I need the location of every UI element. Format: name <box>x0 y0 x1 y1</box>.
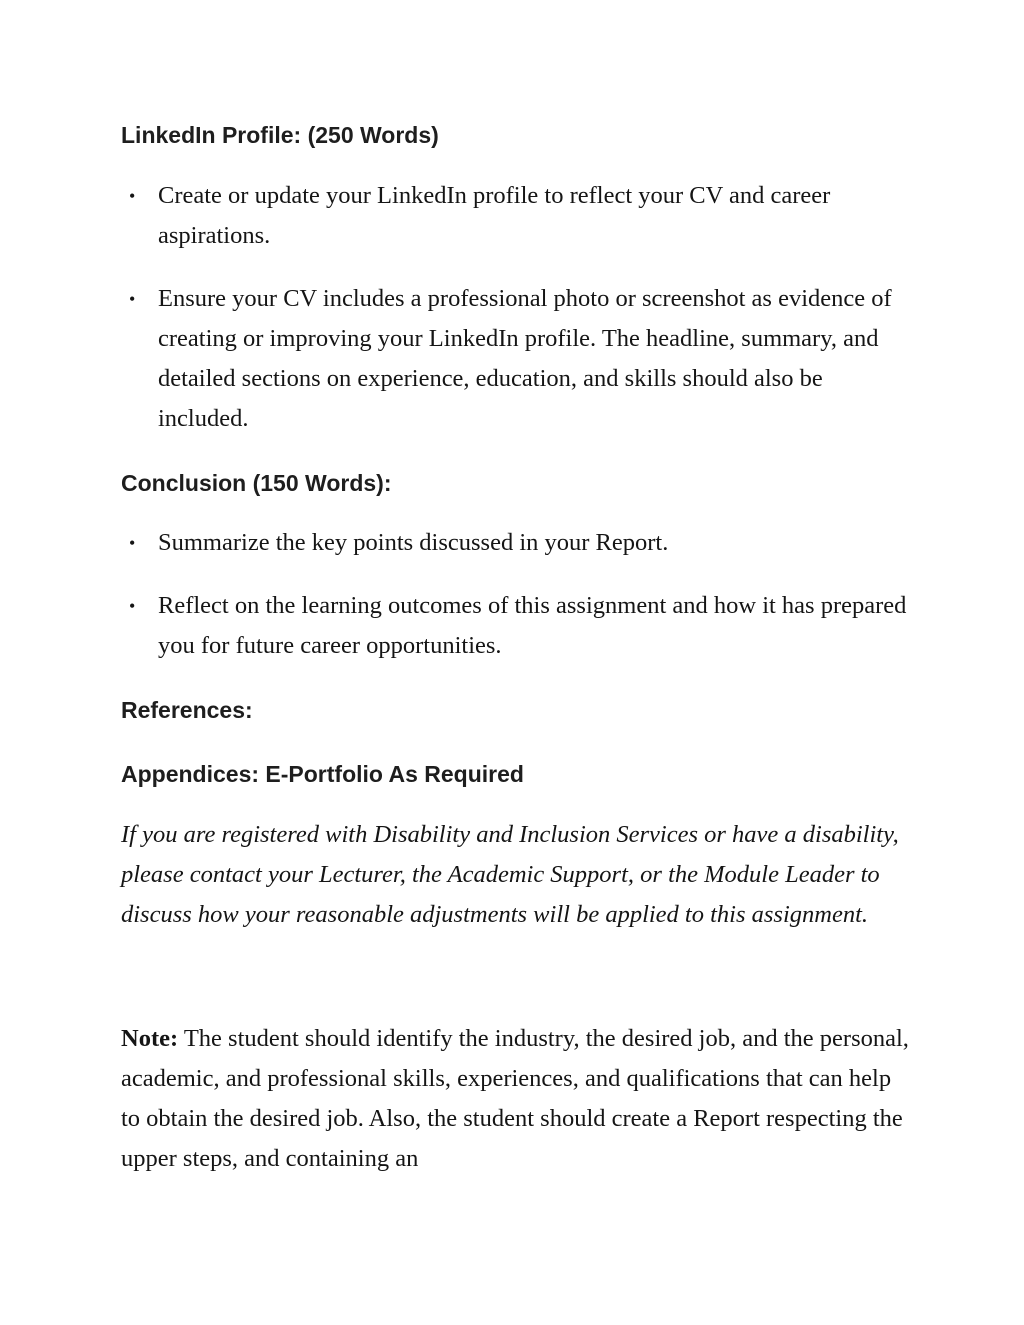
bullet-icon: • <box>129 533 136 553</box>
list-item <box>121 279 911 439</box>
disability-notice: If you are registered with Disability and Inclusion Services or have a disability, please contact your Lecturer, the Academic Support, or the Module Leader to discuss how your reasonable adjustments will be applied to this assignment. <box>121 821 899 928</box>
appendices-heading: Appendices: E-Portfolio As Required <box>121 761 524 787</box>
conclusion-heading: Conclusion (150 Words): <box>121 470 392 496</box>
list-item <box>121 523 911 563</box>
conclusion-bullet-list <box>121 523 911 666</box>
note-text: The student should identify the industry, the desired job, and the personal, academic, and professional skills, experiences, and qualifications that can help to obtain the desired job. Also, the student should create a Report respecting the upper steps, and containing an <box>121 1025 909 1172</box>
bullet-icon: • <box>129 186 136 206</box>
references-heading: References: <box>121 697 253 723</box>
note-paragraph <box>121 1019 911 1179</box>
linkedin-bullet-list <box>121 176 911 439</box>
note-label: Note: <box>121 1025 179 1052</box>
list-item <box>121 586 911 666</box>
bullet-icon: • <box>129 289 136 309</box>
bullet-icon: • <box>129 596 136 616</box>
list-item-text: Create or update your LinkedIn profile to reflect your CV and career aspirations. <box>158 182 831 249</box>
list-item-text: Summarize the key points discussed in your Report. <box>158 529 669 556</box>
list-item-text: Reflect on the learning outcomes of this assignment and how it has prepared you for future career opportunities. <box>158 592 907 659</box>
list-item <box>121 176 911 256</box>
linkedin-profile-heading: LinkedIn Profile: (250 Words) <box>121 122 439 148</box>
list-item-text: Ensure your CV includes a professional photo or screenshot as evidence of creating or improving your LinkedIn profile. The headline, summary, and detailed sections on experience, education, and skills should also be included. <box>158 285 892 432</box>
